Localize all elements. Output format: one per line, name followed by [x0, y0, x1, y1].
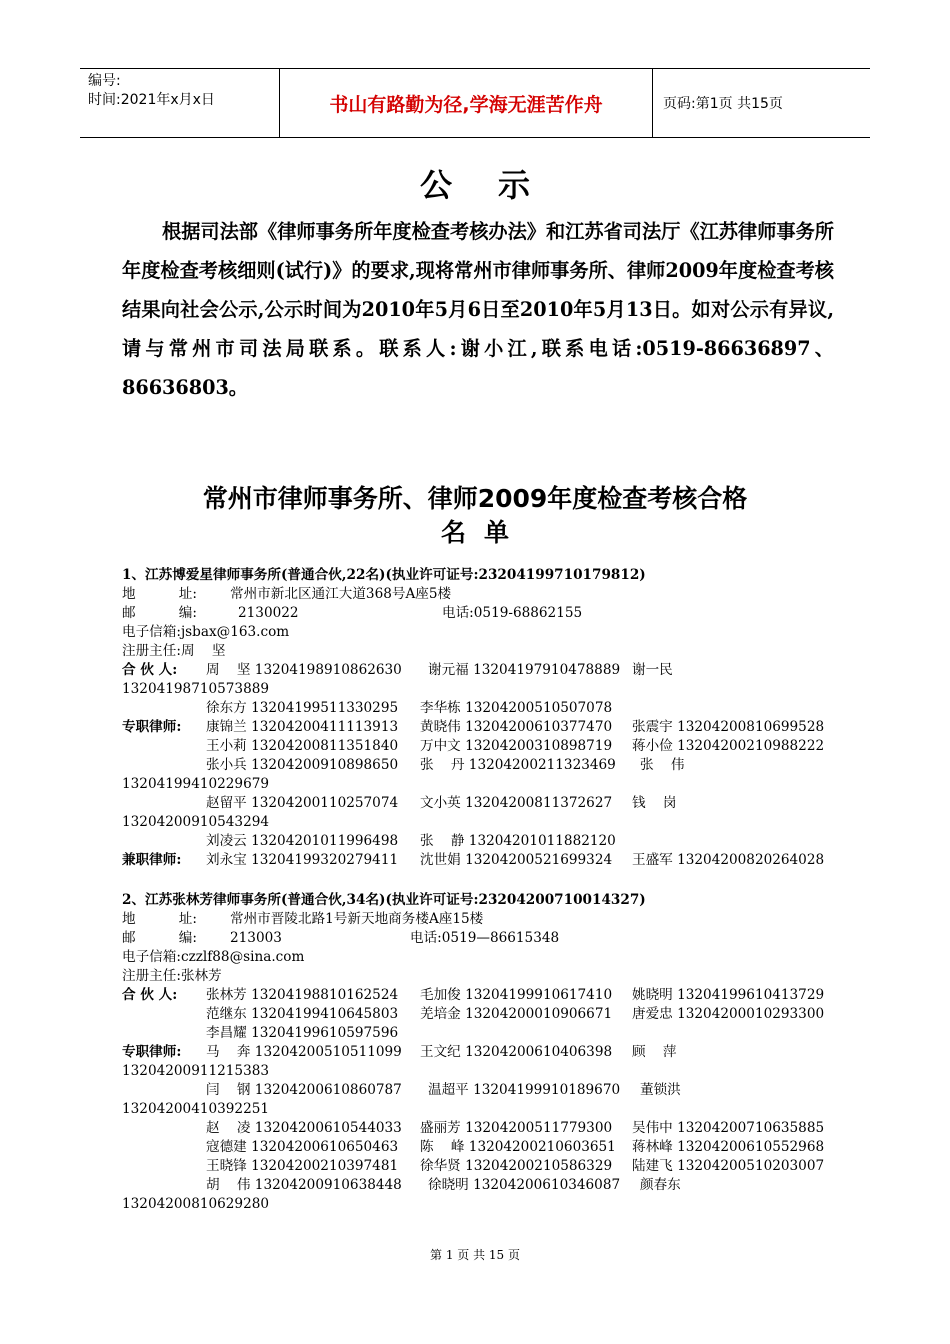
lawyer-entry: 徐华贤 13204200210586329 [420, 1158, 613, 1174]
phone-value: 电话:0519—86615348 [410, 930, 560, 946]
lawyer-entry: 蒋小俭 13204200210988222 [632, 738, 825, 754]
header-meta [80, 69, 280, 137]
fulltime-row [122, 1081, 842, 1100]
lawyer-entry: 顾 萍 [632, 1044, 677, 1060]
partner-entry: 范继东 13204199410645803 [206, 1006, 399, 1022]
postcode-label: 邮 编: [122, 605, 197, 621]
partners-row [122, 986, 842, 1005]
document-header [80, 68, 870, 138]
parttime-label: 兼职律师: [122, 852, 182, 868]
lawyer-entry: 张 静 13204201011882120 [420, 833, 616, 849]
partner-entry: 周 坚 13204198910862630 [206, 662, 402, 678]
partners-row [122, 661, 842, 680]
lawyer-entry: 王小莉 13204200811351840 [206, 738, 399, 754]
firm-email: 电子信箱:jsbax@163.com [122, 624, 290, 640]
partner-entry: 唐爱忠 13204200010293300 [632, 1006, 825, 1022]
partner-entry: 谢元福 13204197910478889 [428, 662, 621, 678]
partner-entry: 羌培金 13204200010906671 [420, 1006, 613, 1022]
lawyer-entry: 王晓锋 13204200210397481 [206, 1158, 399, 1174]
fulltime-row [122, 737, 842, 756]
address-label: 地 址: [122, 586, 197, 602]
lawyer-entry: 陆建飞 13204200510203007 [632, 1158, 825, 1174]
header-page-info: 页码:第1页 共15页 [663, 96, 783, 112]
lawyer-entry: 陈 峰 13204200210603651 [420, 1139, 616, 1155]
lawyer-entry: 赵 凌 13204200610544033 [206, 1120, 402, 1136]
address-value: 常州市新北区通江大道368号A座5楼 [230, 586, 452, 602]
lawyer-entry: 吴伟中 13204200710635885 [632, 1120, 825, 1136]
list-title [0, 482, 950, 550]
lawyer-entry: 王盛军 13204200820264028 [632, 852, 825, 868]
lawyer-entry: 黄晓伟 13204200610377470 [420, 719, 613, 735]
lawyer-entry: 张 丹 13204200211323469 [420, 757, 616, 773]
list-title-line2: 名单 [440, 518, 527, 547]
partner-entry: 张林芳 13204198810162524 [206, 987, 399, 1003]
notice-paragraph [122, 212, 834, 407]
lawyer-entry: 沈世娟 13204200521699324 [420, 852, 613, 868]
notice-text: 根据司法部《律师事务所年度检查考核办法》和江苏省司法厅《江苏律师事务所年度检查考核细则(试行)》的要求,现将常州市律师事务所、律师2009年度检查考核结果向社会公示,公示时间为2010年5月6日至2010年5月13日。如对公示有异议,请与常州市司法局联系。联系人:谢小江,联系电话:0519-86636897、86636803。 [122, 220, 834, 399]
lawyer-wrap: 13204200911215383 [122, 1063, 270, 1079]
firm-entry-1 [122, 566, 842, 870]
page-title: 公示 [419, 166, 576, 204]
lawyer-entry: 盛丽芳 13204200511779300 [420, 1120, 613, 1136]
fulltime-row [122, 1043, 842, 1062]
fulltime-row [122, 718, 842, 737]
phone-value: 电话:0519-68862155 [442, 605, 583, 621]
fulltime-row [122, 1157, 842, 1176]
firm-address-row [122, 910, 842, 929]
lawyer-wrap: 13204199410229679 [122, 776, 270, 792]
lawyer-entry: 万中文 13204200310898719 [420, 738, 613, 754]
firm-postcode-row [122, 929, 842, 948]
fulltime-row [122, 794, 842, 813]
lawyer-entry: 刘凌云 13204201011996498 [206, 833, 399, 849]
partner-entry: 谢一民 [632, 662, 673, 678]
lawyer-entry: 胡 伟 13204200910638448 [206, 1177, 402, 1193]
lawyer-entry: 赵留平 13204200110257074 [206, 795, 399, 811]
partner-entry: 毛加俊 13204199910617410 [420, 987, 613, 1003]
fulltime-row [122, 1176, 842, 1195]
postcode-value: 2130022 [238, 605, 299, 621]
firm-postcode-row [122, 604, 842, 623]
postcode-value: 213003 [230, 930, 282, 946]
lawyer-entry: 文小英 13204200811372627 [420, 795, 613, 811]
partner-entry: 李华栋 13204200510507078 [420, 700, 613, 716]
fulltime-row [122, 1119, 842, 1138]
fulltime-row [122, 832, 842, 851]
lawyer-entry: 张小兵 13204200910898650 [206, 757, 399, 773]
lawyer-entry: 马 奔 13204200510511099 [206, 1044, 402, 1060]
lawyer-entry: 张震宇 13204200810699528 [632, 719, 825, 735]
partner-entry: 姚晓明 13204199610413729 [632, 987, 825, 1003]
lawyer-entry: 闫 钢 13204200610860787 [206, 1082, 402, 1098]
lawyer-entry: 康锦兰 13204200411113913 [206, 719, 399, 735]
lawyer-entry: 刘永宝 13204199320279411 [206, 852, 399, 868]
fulltime-row [122, 756, 842, 775]
firm-title: 1、江苏博爱星律师事务所(普通合伙,22名)(执业许可证号:23204199710179812) [122, 567, 646, 583]
lawyer-entry: 董锁洪 [640, 1082, 681, 1098]
partner-wrap: 13204198710573889 [122, 681, 270, 697]
partners-row [122, 1005, 842, 1024]
firm-address-row [122, 585, 842, 604]
lawyer-entry: 蒋林峰 13204200610552968 [632, 1139, 825, 1155]
lawyer-wrap: 13204200410392251 [122, 1101, 270, 1117]
fulltime-label: 专职律师: [122, 1044, 182, 1060]
fulltime-label: 专职律师: [122, 719, 182, 735]
firm-entry-2 [122, 891, 842, 1214]
partner-entry: 李昌耀 13204199610597596 [206, 1025, 399, 1041]
parttime-row [122, 851, 842, 870]
partners-label: 合 伙 人: [122, 987, 178, 1003]
lawyer-entry: 张 伟 [640, 757, 685, 773]
lawyer-entry: 徐晓明 13204200610346087 [428, 1177, 621, 1193]
lawyer-entry: 温超平 13204199910189670 [428, 1082, 621, 1098]
lawyer-entry: 王文纪 13204200610406398 [420, 1044, 613, 1060]
lawyer-wrap: 13204200810629280 [122, 1196, 270, 1212]
lawyer-entry: 寇德建 13204200610650463 [206, 1139, 399, 1155]
partners-label: 合 伙 人: [122, 662, 178, 678]
header-motto: 书山有路勤为径,学海无涯苦作舟 [280, 69, 653, 137]
address-label: 地 址: [122, 911, 197, 927]
partner-entry: 徐东方 13204199511330295 [206, 700, 399, 716]
address-value: 常州市晋陵北路1号新天地商务楼A座15楼 [230, 911, 484, 927]
postcode-label: 邮 编: [122, 930, 197, 946]
page-footer: 第 1 页 共 15 页 [430, 1248, 520, 1262]
firm-director: 注册主任:张林芳 [122, 968, 222, 984]
lawyer-wrap: 13204200910543294 [122, 814, 270, 830]
list-title-line1: 常州市律师事务所、律师2009年度检查考核合格 [202, 484, 748, 513]
partners-row [122, 699, 842, 718]
time-label: 时间:2021年x月x日 [88, 92, 215, 108]
lawyer-entry: 钱 岗 [632, 795, 677, 811]
firm-email: 电子信箱:czzlf88@sina.com [122, 949, 305, 965]
lawyer-entry: 颜春东 [640, 1177, 681, 1193]
firm-title: 2、江苏张林芳律师事务所(普通合伙,34名)(执业许可证号:23204200710014327) [122, 892, 646, 908]
number-label: 编号: [88, 73, 121, 89]
firm-director: 注册主任:周 坚 [122, 643, 226, 659]
fulltime-row [122, 1138, 842, 1157]
partners-row [122, 1024, 842, 1043]
